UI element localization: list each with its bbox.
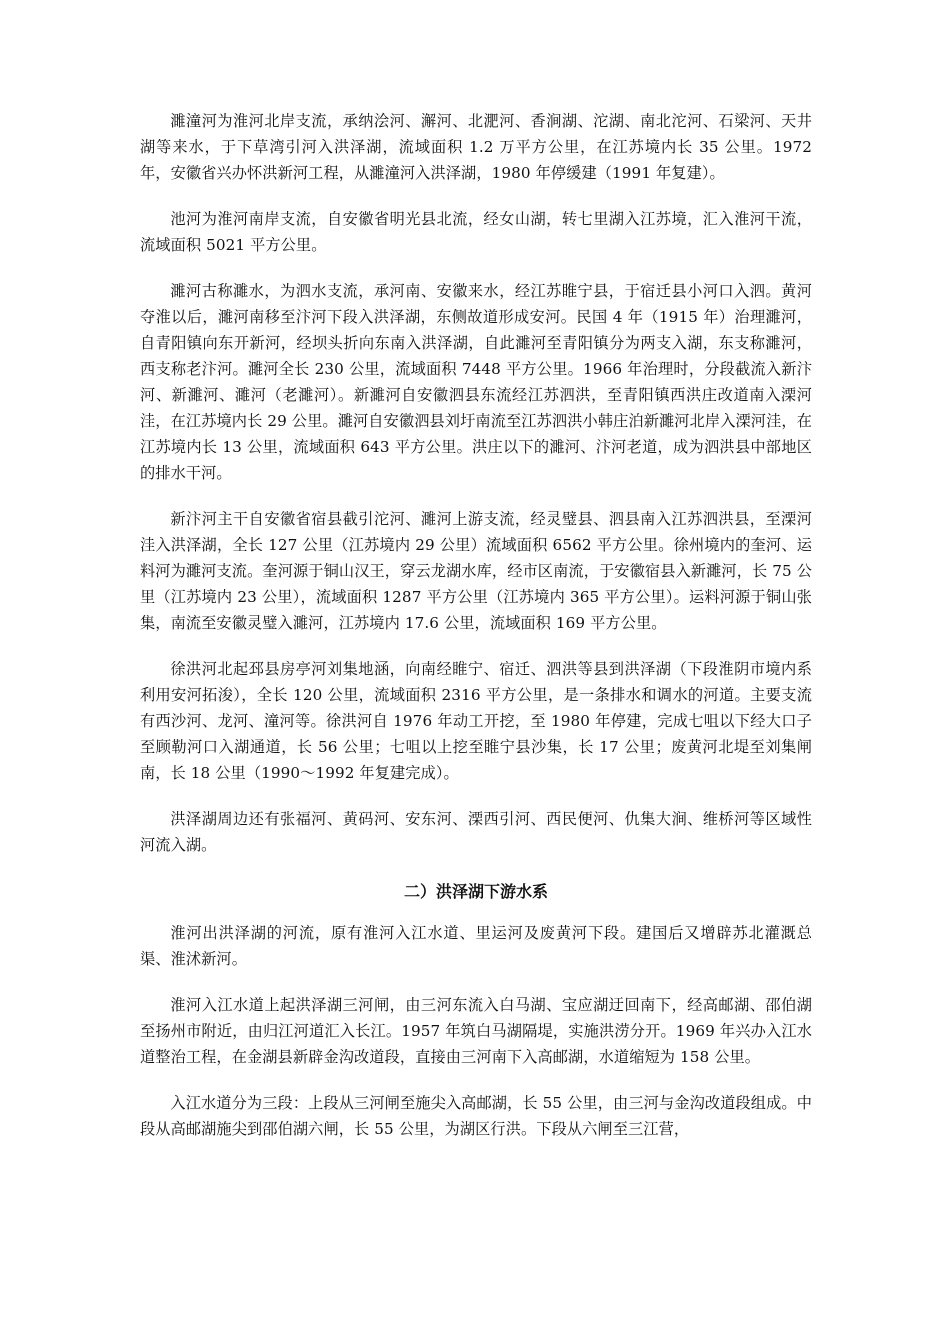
paragraph-suitong-river: 濉潼河为淮河北岸支流，承纳浍河、澥河、北淝河、香涧湖、沱湖、南北沱河、石梁河、天井湖等来水，于下草湾引河入洪泽湖，流域面积 1.2 万平方公里，在江苏境内长 35 公里。1972 年，安徽省兴办怀洪新河工程，从濉潼河入洪泽湖，1980 年停缓建（1991 年复建）。 bbox=[140, 112, 812, 182]
paragraph-other-rivers: 洪泽湖周边还有张福河、黄码河、安东河、溧西引河、西民便河、仇集大涧、维桥河等区域性河流入湖。 bbox=[140, 810, 812, 854]
paragraph-sui-river: 濉河古称濉水，为泗水支流，承河南、安徽来水，经江苏睢宁县，于宿迁县小河口入泗。黄河夺淮以后，濉河南移至汴河下段入洪泽湖，东侧故道形成安河。民国 4 年（1915 年）治理濉河，自青阳镇向东开新河，经坝头折向东南入洪泽湖，自此濉河至青阳镇分为两支入湖，东支称濉河，西支称老汴河。濉河全长 230 公里，流域面积 7448 平方公里。1966 年治理时，分段截流入新汴河、新濉河、濉河（老濉河）。新濉河自安徽泗县东流经江苏泗洪，至青阳镇西洪庄改道南入溧河洼，在江苏境内长 29 公里。濉河自安徽泗县刘圩南流至江苏泗洪小韩庄泊新濉河北岸入溧河洼，在江苏境内长 13 公里，流域面积 643 平方公里。洪庄以下的濉河、汴河老道，成为泗洪县中部地区的排水干河。 bbox=[140, 282, 812, 482]
paragraph-xuhong-river: 徐洪河北起邳县房亭河刘集地涵，向南经睢宁、宿迁、泗洪等县到洪泽湖（下段淮阴市境内系利用安河拓浚），全长 120 公里，流域面积 2316 平方公里，是一条排水和调水的河道。主要支流有西沙河、龙河、潼河等。徐洪河自 1976 年动工开挖，至 1980 年停建，完成七咀以下经大口子至顾勒河口入湖通道，长 56 公里；七咀以上挖至睢宁县沙集，长 17 公里；废黄河北堤至刘集闸南，长 18 公里（1990～1992 年复建完成）。 bbox=[140, 660, 812, 782]
paragraph-outflow-rivers: 淮河出洪泽湖的河流，原有淮河入江水道、里运河及废黄河下段。建国后又增辟苏北灌溉总渠、淮沭新河。 bbox=[140, 924, 812, 968]
paragraph-xinbian-river: 新汴河主干自安徽省宿县截引沱河、濉河上游支流，经灵璧县、泗县南入江苏泗洪县，至溧河洼入洪泽湖，全长 127 公里（江苏境内 29 公里）流域面积 6562 平方公里。徐州境内的奎河、运料河为濉河支流。奎河源于铜山汉王，穿云龙湖水库，经市区南流，于安徽宿县入新濉河，长 75 公里（江苏境内 23 公里），流域面积 1287 平方公里（江苏境内 365 平方公里）。运料河源于铜山张集，南流至安徽灵璧入濉河，江苏境内 17.6 公里，流域面积 169 平方公里。 bbox=[140, 510, 812, 632]
paragraph-channel-sections: 入江水道分为三段：上段从三河闸至施尖入高邮湖，长 55 公里，由三河与金沟改道段组成。中段从高邮湖施尖到邵伯湖六闸，长 55 公里，为湖区行洪。下段从六闸至三江营， bbox=[140, 1094, 812, 1138]
document-page bbox=[140, 108, 812, 1162]
paragraph-yangtze-channel: 淮河入江水道上起洪泽湖三河闸，由三河东流入白马湖、宝应湖迂回南下，经高邮湖、邵伯湖至扬州市附近，由归江河道汇入长江。1957 年筑白马湖隔堤，实施洪涝分开。1969 年兴办入江水道整治工程，在金湖县新辟金沟改道段，直接由三河南下入高邮湖，水道缩短为 158 公里。 bbox=[140, 996, 812, 1066]
section-heading: 二）洪泽湖下游水系 bbox=[403, 882, 548, 901]
paragraph-chi-river: 池河为淮河南岸支流，自安徽省明光县北流，经女山湖，转七里湖入江苏境，汇入淮河干流，流域面积 5021 平方公里。 bbox=[140, 210, 812, 254]
